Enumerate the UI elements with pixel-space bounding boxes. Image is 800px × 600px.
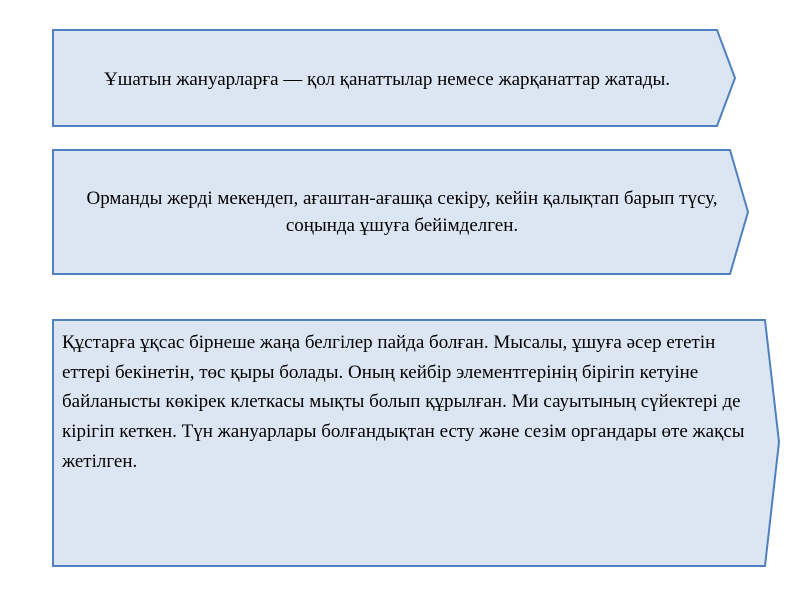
box-1-text [62,33,712,127]
box-2-text [62,153,742,273]
box-2-label: Орманды жерді мекендеп, ағаштан-ағашқа секіру, кейін қалықтап барып түсу, соңында ұшуға бейімделген. [86,188,718,236]
box-1-label: Ұшатын жануарларға — қол қанаттылар немесе жарқанаттар жатады. [103,68,671,90]
box-3-text [62,328,762,568]
box-3-label: Құстарға ұқсас бірнеше жаңа белгілер пайда болған. Мысалы, ұшуға әсер ететін еттері бекінетін, төс қыры болады. Оның кейбір элементгерінің бірігіп кетуіне байланысты көкірек клеткасы мықты болып құрылған. Ми сауытының сүйектері де кірігіп кеткен. Түн жануарлары болғандықтан есту және сезім органдары өте жақсы жетілген. [62,332,745,472]
